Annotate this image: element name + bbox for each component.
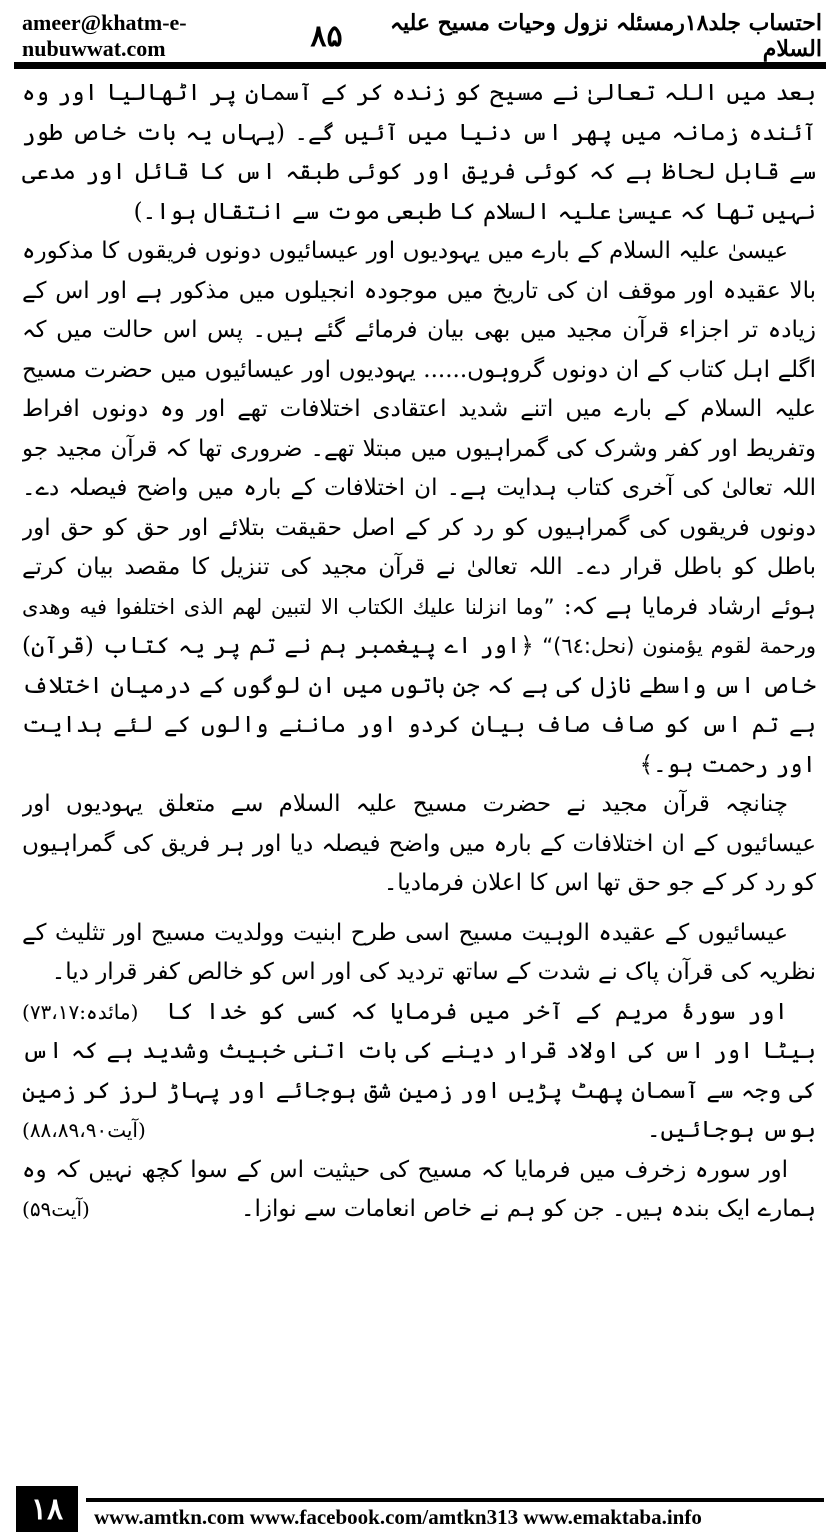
paragraph-2 — [22, 232, 816, 785]
footer-links[interactable]: www.amtkn.com www.facebook.com/amtkn313 www.emaktaba.info — [94, 1505, 702, 1529]
page-body — [22, 74, 816, 1450]
email-address[interactable]: ameer@khatm-e-nubuwwat.com — [22, 10, 187, 61]
paragraph-6 — [22, 1151, 816, 1230]
paragraph-5-text: اور سورۂ مریم کے آخر میں فرمایا کہ کسی کو خدا کا بیٹا اور اس کی اولاد قرار دینے کی بات اتنی خبیث وشدید ہے کہ اس کی وجہ سے آسمان پھٹ پڑیں اور زمین شق ہوجائے اور پہاڑ لرز کر زمین بوس ہوجائیں۔ — [22, 998, 816, 1143]
running-title — [310, 10, 822, 62]
footer-page-badge: ۱۸ — [16, 1486, 78, 1532]
paragraph-3: چنانچہ قرآن مجید نے حضرت مسیح علیہ السلام سے متعلق یہودیوں اور عیسائیوں کے ان اختلافات کے بارہ میں واضح فیصلہ دیا اور ہر فریق کی گمراہیوں کو رد کر کے جو حق تھا اس کا اعلان فرمادیا۔ — [22, 791, 816, 896]
paragraph-4 — [22, 914, 816, 1024]
quran-verse: ”وما انزلنا عليك الكتاب الا لتبين لهم الذى اختلفوا فيه وهدى ورحمة لقوم يؤمنون (نحل:٦٤)“ — [22, 594, 816, 658]
footer-rule — [86, 1498, 824, 1502]
paragraph-1: بعد میں اللہ تعالیٰ نے مسیح کو زندہ کر کے آسمان پر اٹھالیا اور وہ آئندہ زمانہ میں پھر اس دنیا میں آئیں گے۔ (یہاں یہ بات خاص طور سے قابل لحاظ ہے کہ کوئی فریق اور کوئی طبقہ اس کا قائل اور مدعی نہیں تھا کہ عیسیٰ علیہ السلام کا طبعی موت سے انتقال ہوا۔) — [22, 80, 816, 225]
paragraph-2-text: عیسیٰ علیہ السلام کے بارے میں یہودیوں اور عیسائیوں دونوں فریقوں کا مذکورہ بالا عقیدہ اور موقف ان کی تاریخ میں موجودہ انجیلوں میں مذکور ہے اور اس کے زیادہ تر اجزاء قرآن مجید میں بھی بیان فرمائے گئے ہیں۔ پس اس حالت میں کہ اگلے اہل کتاب کے ان دونوں گروہوں...... یہودیوں اور عیسائیوں میں حضرت مسیح علیہ السلام کے بارے میں اتنے شدید اعتقادی اختلافات تھے اور وہ دونوں افراط وتفریط اور کفر وشرک کی گمراہیوں میں مبتلا تھے۔ ضروری تھا کہ قرآن مجید جو اللہ تعالیٰ کی آخری کتاب ہدایت ہے۔ ان اختلافات کے بارہ میں واضح فیصلہ دے۔ دونوں فریقوں کی گمراہیوں کو رد کر کے اصل حقیقت بتلائے اور حق کو حق اور باطل کو باطل قرار دے۔ اللہ تعالیٰ نے قرآن مجید کی تنزیل کا مقصد بیان کرتے ہوئے ارشاد فرمایا ہے کہ: — [22, 238, 816, 620]
paragraph-6-text: اور سورہ زخرف میں فرمایا کہ مسیح کی حیثیت اس کے سوا کچھ نہیں کہ وہ ہمارے ایک بندہ ہیں۔ جن کو ہم نے خاص انعامات سے نوازا۔ — [22, 1156, 816, 1222]
paragraph-4-text: عیسائیوں کے عقیدہ الوہیت مسیح اسی طرح ابنیت وولدیت مسیح اور تثلیث کے نظریہ کی قرآن پاک نے شدت کے ساتھ تردید کی اور اس کو خالص کفر قرار دیا۔ — [22, 919, 816, 985]
book-title: احتساب جلد۱۸رمسئلہ نزول وحیات مسیح علیہ السلام — [390, 10, 822, 62]
page-footer — [16, 1486, 824, 1532]
page-header — [22, 10, 822, 62]
page-number: ۸۵ — [310, 18, 343, 54]
header-rule — [14, 62, 826, 69]
reference-maidah: (مائدہ:۷۳،۱۷) — [22, 999, 139, 1024]
reference-maryam: (آیت۸۸،۸۹،۹۰) — [22, 1118, 146, 1142]
verse-translation: ﴿اور اے پیغمبر ہم نے تم پر یہ کتاب (قرآن) خاص اس واسطے نازل کی ہے کہ جن باتوں میں ان لوگوں کے درمیان اختلاف ہے تم اس کو صاف صاف بیان کردو اور ماننے والوں کے لئے ہدایت اور رحمت ہو۔﴾ — [22, 633, 816, 778]
reference-zukhruf: (آیت۵۹) — [22, 1197, 90, 1221]
